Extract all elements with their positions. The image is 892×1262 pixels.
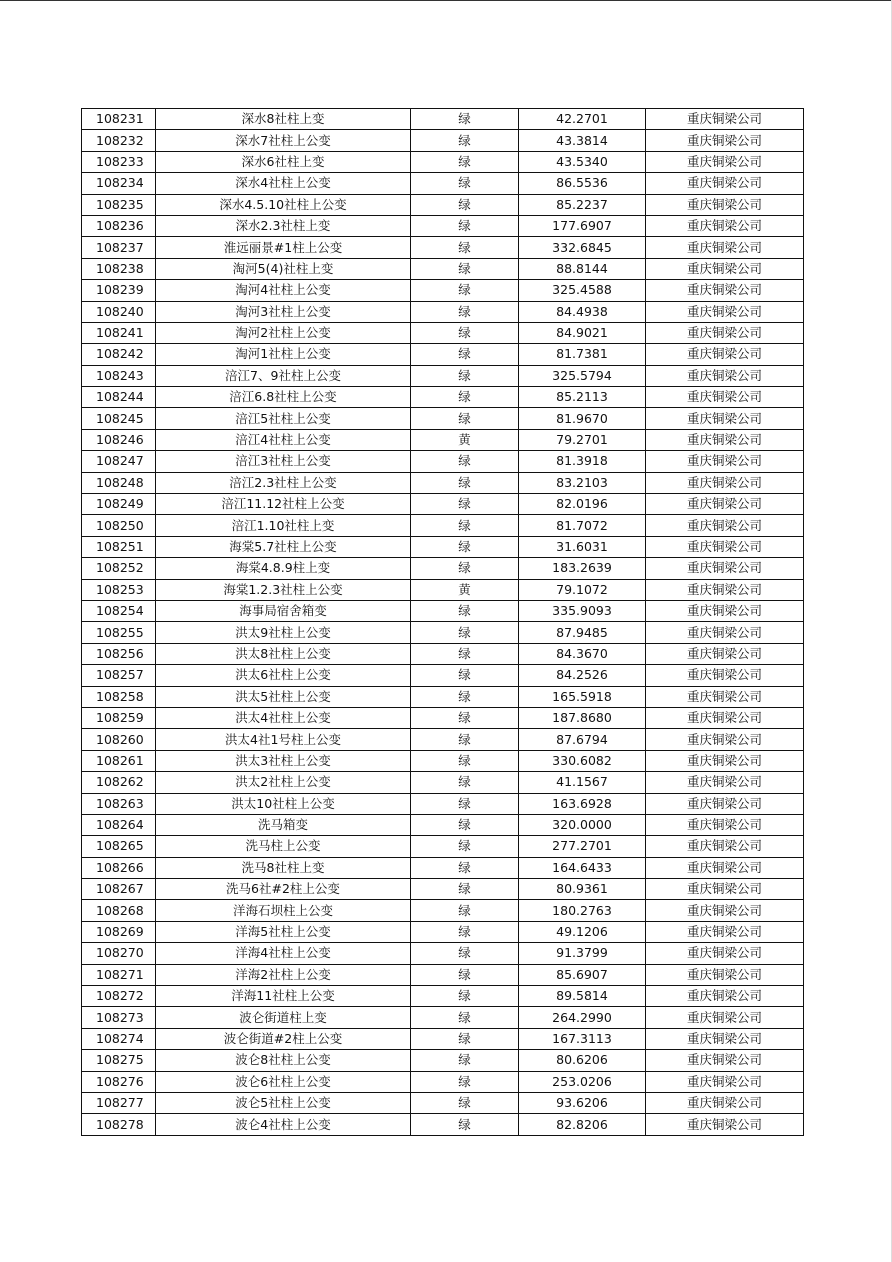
value-cell: 264.2990 [519, 1007, 646, 1028]
row-id-cell: 108249 [82, 494, 156, 515]
table-row [82, 301, 804, 322]
value-cell: 165.5918 [519, 686, 646, 707]
status-color-cell: 绿 [411, 194, 519, 215]
value-cell: 81.9670 [519, 408, 646, 429]
company-cell: 重庆铜梁公司 [646, 1114, 804, 1135]
transformer-name-cell: 洪太5社柱上公变 [156, 686, 411, 707]
status-color-cell: 绿 [411, 365, 519, 386]
row-id-cell: 108233 [82, 151, 156, 172]
company-cell: 重庆铜梁公司 [646, 879, 804, 900]
value-cell: 335.9093 [519, 600, 646, 621]
table-row [82, 879, 804, 900]
company-cell: 重庆铜梁公司 [646, 579, 804, 600]
status-color-cell: 绿 [411, 215, 519, 236]
row-id-cell: 108237 [82, 237, 156, 258]
value-cell: 163.6928 [519, 793, 646, 814]
table-row [82, 173, 804, 194]
row-id-cell: 108243 [82, 365, 156, 386]
status-color-cell: 绿 [411, 964, 519, 985]
transformer-name-cell: 洪太6社柱上公变 [156, 665, 411, 686]
transformer-name-cell: 海棠5.7社柱上公变 [156, 536, 411, 557]
transformer-name-cell: 洪太2社柱上公变 [156, 772, 411, 793]
status-color-cell: 绿 [411, 322, 519, 343]
value-cell: 84.4938 [519, 301, 646, 322]
transformer-name-cell: 深水4.5.10社柱上公变 [156, 194, 411, 215]
transformer-name-cell: 洋海石坝柱上公变 [156, 900, 411, 921]
status-color-cell: 绿 [411, 151, 519, 172]
value-cell: 85.2113 [519, 387, 646, 408]
company-cell: 重庆铜梁公司 [646, 1028, 804, 1049]
status-color-cell: 绿 [411, 472, 519, 493]
table-row [82, 707, 804, 728]
transformer-name-cell: 洋海5社柱上公变 [156, 921, 411, 942]
value-cell: 325.5794 [519, 365, 646, 386]
status-color-cell: 绿 [411, 921, 519, 942]
row-id-cell: 108275 [82, 1050, 156, 1071]
value-cell: 42.2701 [519, 109, 646, 130]
value-cell: 84.2526 [519, 665, 646, 686]
row-id-cell: 108244 [82, 387, 156, 408]
table-row [82, 964, 804, 985]
company-cell: 重庆铜梁公司 [646, 665, 804, 686]
row-id-cell: 108265 [82, 836, 156, 857]
transformer-name-cell: 涪江6.8社柱上公变 [156, 387, 411, 408]
company-cell: 重庆铜梁公司 [646, 943, 804, 964]
company-cell: 重庆铜梁公司 [646, 707, 804, 728]
company-cell: 重庆铜梁公司 [646, 643, 804, 664]
row-id-cell: 108250 [82, 515, 156, 536]
company-cell: 重庆铜梁公司 [646, 429, 804, 450]
table-row [82, 258, 804, 279]
table-row [82, 130, 804, 151]
value-cell: 320.0000 [519, 814, 646, 835]
table-row [82, 772, 804, 793]
value-cell: 81.7072 [519, 515, 646, 536]
transformer-name-cell: 深水8社柱上变 [156, 109, 411, 130]
transformer-name-cell: 洪太10社柱上公变 [156, 793, 411, 814]
row-id-cell: 108262 [82, 772, 156, 793]
transformer-table [81, 108, 804, 1136]
value-cell: 277.2701 [519, 836, 646, 857]
status-color-cell: 绿 [411, 515, 519, 536]
row-id-cell: 108260 [82, 729, 156, 750]
row-id-cell: 108245 [82, 408, 156, 429]
value-cell: 93.6206 [519, 1092, 646, 1113]
status-color-cell: 绿 [411, 344, 519, 365]
row-id-cell: 108238 [82, 258, 156, 279]
table-row [82, 408, 804, 429]
transformer-name-cell: 淘河4社柱上公变 [156, 280, 411, 301]
status-color-cell: 绿 [411, 109, 519, 130]
company-cell: 重庆铜梁公司 [646, 494, 804, 515]
company-cell: 重庆铜梁公司 [646, 109, 804, 130]
table-row [82, 579, 804, 600]
transformer-name-cell: 波仑8社柱上公变 [156, 1050, 411, 1071]
row-id-cell: 108241 [82, 322, 156, 343]
value-cell: 180.2763 [519, 900, 646, 921]
status-color-cell: 绿 [411, 536, 519, 557]
row-id-cell: 108272 [82, 986, 156, 1007]
company-cell: 重庆铜梁公司 [646, 622, 804, 643]
row-id-cell: 108259 [82, 707, 156, 728]
value-cell: 82.0196 [519, 494, 646, 515]
table-row [82, 943, 804, 964]
table-row [82, 750, 804, 771]
row-id-cell: 108236 [82, 215, 156, 236]
row-id-cell: 108251 [82, 536, 156, 557]
row-id-cell: 108242 [82, 344, 156, 365]
table-row [82, 836, 804, 857]
status-color-cell: 绿 [411, 772, 519, 793]
table-row [82, 151, 804, 172]
company-cell: 重庆铜梁公司 [646, 558, 804, 579]
table-row [82, 857, 804, 878]
row-id-cell: 108252 [82, 558, 156, 579]
transformer-name-cell: 洗马8社柱上变 [156, 857, 411, 878]
row-id-cell: 108270 [82, 943, 156, 964]
status-color-cell: 绿 [411, 1114, 519, 1135]
value-cell: 87.9485 [519, 622, 646, 643]
value-cell: 89.5814 [519, 986, 646, 1007]
table-row [82, 665, 804, 686]
company-cell: 重庆铜梁公司 [646, 258, 804, 279]
table-row [82, 729, 804, 750]
row-id-cell: 108267 [82, 879, 156, 900]
transformer-name-cell: 涪江7、9社柱上公变 [156, 365, 411, 386]
transformer-name-cell: 淘河1社柱上公变 [156, 344, 411, 365]
table-row [82, 451, 804, 472]
table-row [82, 429, 804, 450]
row-id-cell: 108269 [82, 921, 156, 942]
company-cell: 重庆铜梁公司 [646, 365, 804, 386]
value-cell: 187.8680 [519, 707, 646, 728]
table-row [82, 1028, 804, 1049]
table-row [82, 365, 804, 386]
company-cell: 重庆铜梁公司 [646, 793, 804, 814]
status-color-cell: 绿 [411, 1050, 519, 1071]
company-cell: 重庆铜梁公司 [646, 750, 804, 771]
row-id-cell: 108268 [82, 900, 156, 921]
status-color-cell: 绿 [411, 130, 519, 151]
value-cell: 81.7381 [519, 344, 646, 365]
company-cell: 重庆铜梁公司 [646, 964, 804, 985]
company-cell: 重庆铜梁公司 [646, 836, 804, 857]
transformer-name-cell: 洪太4社柱上公变 [156, 707, 411, 728]
table-row [82, 600, 804, 621]
value-cell: 43.3814 [519, 130, 646, 151]
row-id-cell: 108261 [82, 750, 156, 771]
table-row [82, 344, 804, 365]
table-row [82, 921, 804, 942]
status-color-cell: 绿 [411, 836, 519, 857]
table-row [82, 536, 804, 557]
status-color-cell: 绿 [411, 301, 519, 322]
table-row [82, 280, 804, 301]
transformer-name-cell: 海事局宿舍箱变 [156, 600, 411, 621]
value-cell: 85.2237 [519, 194, 646, 215]
table-row [82, 986, 804, 1007]
transformer-name-cell: 洪太8社柱上公变 [156, 643, 411, 664]
status-color-cell: 绿 [411, 1092, 519, 1113]
value-cell: 86.5536 [519, 173, 646, 194]
company-cell: 重庆铜梁公司 [646, 686, 804, 707]
row-id-cell: 108274 [82, 1028, 156, 1049]
table-row [82, 793, 804, 814]
transformer-name-cell: 淘河3社柱上公变 [156, 301, 411, 322]
company-cell: 重庆铜梁公司 [646, 729, 804, 750]
value-cell: 85.6907 [519, 964, 646, 985]
status-color-cell: 绿 [411, 622, 519, 643]
transformer-name-cell: 淮远丽景#1柱上公变 [156, 237, 411, 258]
value-cell: 49.1206 [519, 921, 646, 942]
row-id-cell: 108235 [82, 194, 156, 215]
company-cell: 重庆铜梁公司 [646, 536, 804, 557]
company-cell: 重庆铜梁公司 [646, 151, 804, 172]
value-cell: 253.0206 [519, 1071, 646, 1092]
status-color-cell: 绿 [411, 707, 519, 728]
row-id-cell: 108278 [82, 1114, 156, 1135]
table-row [82, 1114, 804, 1135]
company-cell: 重庆铜梁公司 [646, 215, 804, 236]
transformer-name-cell: 深水6社柱上变 [156, 151, 411, 172]
row-id-cell: 108277 [82, 1092, 156, 1113]
transformer-name-cell: 洋海2社柱上公变 [156, 964, 411, 985]
row-id-cell: 108264 [82, 814, 156, 835]
table-row [82, 622, 804, 643]
value-cell: 80.6206 [519, 1050, 646, 1071]
value-cell: 79.1072 [519, 579, 646, 600]
company-cell: 重庆铜梁公司 [646, 900, 804, 921]
company-cell: 重庆铜梁公司 [646, 1092, 804, 1113]
status-color-cell: 绿 [411, 879, 519, 900]
transformer-name-cell: 深水4社柱上公变 [156, 173, 411, 194]
status-color-cell: 绿 [411, 451, 519, 472]
transformer-name-cell: 淘河2社柱上公变 [156, 322, 411, 343]
transformer-name-cell: 洗马柱上公变 [156, 836, 411, 857]
table-row [82, 558, 804, 579]
status-color-cell: 绿 [411, 558, 519, 579]
row-id-cell: 108253 [82, 579, 156, 600]
company-cell: 重庆铜梁公司 [646, 921, 804, 942]
company-cell: 重庆铜梁公司 [646, 194, 804, 215]
transformer-name-cell: 波仑4社柱上公变 [156, 1114, 411, 1135]
row-id-cell: 108263 [82, 793, 156, 814]
value-cell: 79.2701 [519, 429, 646, 450]
row-id-cell: 108258 [82, 686, 156, 707]
transformer-name-cell: 洋海11社柱上公变 [156, 986, 411, 1007]
table-row [82, 322, 804, 343]
company-cell: 重庆铜梁公司 [646, 515, 804, 536]
value-cell: 87.6794 [519, 729, 646, 750]
transformer-name-cell: 海棠1.2.3社柱上公变 [156, 579, 411, 600]
table-row [82, 109, 804, 130]
status-color-cell: 绿 [411, 1028, 519, 1049]
transformer-name-cell: 洪太4社1号柱上公变 [156, 729, 411, 750]
transformer-name-cell: 洪太9社柱上公变 [156, 622, 411, 643]
value-cell: 81.3918 [519, 451, 646, 472]
row-id-cell: 108266 [82, 857, 156, 878]
company-cell: 重庆铜梁公司 [646, 857, 804, 878]
company-cell: 重庆铜梁公司 [646, 322, 804, 343]
company-cell: 重庆铜梁公司 [646, 1050, 804, 1071]
row-id-cell: 108255 [82, 622, 156, 643]
value-cell: 183.2639 [519, 558, 646, 579]
value-cell: 332.6845 [519, 237, 646, 258]
table-row [82, 472, 804, 493]
company-cell: 重庆铜梁公司 [646, 451, 804, 472]
transformer-name-cell: 海棠4.8.9柱上变 [156, 558, 411, 579]
transformer-name-cell: 涪江3社柱上公变 [156, 451, 411, 472]
table-row [82, 237, 804, 258]
status-color-cell: 黄 [411, 429, 519, 450]
transformer-name-cell: 涪江11.12社柱上公变 [156, 494, 411, 515]
value-cell: 84.3670 [519, 643, 646, 664]
table-row [82, 900, 804, 921]
status-color-cell: 绿 [411, 643, 519, 664]
row-id-cell: 108276 [82, 1071, 156, 1092]
transformer-name-cell: 波仑街道#2柱上公变 [156, 1028, 411, 1049]
table-row [82, 387, 804, 408]
value-cell: 84.9021 [519, 322, 646, 343]
value-cell: 330.6082 [519, 750, 646, 771]
table-row [82, 215, 804, 236]
value-cell: 325.4588 [519, 280, 646, 301]
status-color-cell: 绿 [411, 986, 519, 1007]
company-cell: 重庆铜梁公司 [646, 237, 804, 258]
company-cell: 重庆铜梁公司 [646, 986, 804, 1007]
row-id-cell: 108256 [82, 643, 156, 664]
row-id-cell: 108271 [82, 964, 156, 985]
row-id-cell: 108246 [82, 429, 156, 450]
company-cell: 重庆铜梁公司 [646, 280, 804, 301]
table-row [82, 1071, 804, 1092]
company-cell: 重庆铜梁公司 [646, 1071, 804, 1092]
value-cell: 41.1567 [519, 772, 646, 793]
value-cell: 43.5340 [519, 151, 646, 172]
transformer-name-cell: 波仑街道柱上变 [156, 1007, 411, 1028]
company-cell: 重庆铜梁公司 [646, 814, 804, 835]
row-id-cell: 108273 [82, 1007, 156, 1028]
row-id-cell: 108257 [82, 665, 156, 686]
status-color-cell: 绿 [411, 793, 519, 814]
row-id-cell: 108232 [82, 130, 156, 151]
row-id-cell: 108254 [82, 600, 156, 621]
transformer-name-cell: 波仑5社柱上公变 [156, 1092, 411, 1113]
transformer-name-cell: 涪江2.3社柱上公变 [156, 472, 411, 493]
page-top-border [0, 0, 892, 1]
row-id-cell: 108231 [82, 109, 156, 130]
company-cell: 重庆铜梁公司 [646, 344, 804, 365]
table-row [82, 1092, 804, 1113]
value-cell: 80.9361 [519, 879, 646, 900]
row-id-cell: 108248 [82, 472, 156, 493]
table-row [82, 494, 804, 515]
row-id-cell: 108247 [82, 451, 156, 472]
table-row [82, 515, 804, 536]
company-cell: 重庆铜梁公司 [646, 173, 804, 194]
company-cell: 重庆铜梁公司 [646, 130, 804, 151]
status-color-cell: 绿 [411, 814, 519, 835]
value-cell: 164.6433 [519, 857, 646, 878]
status-color-cell: 绿 [411, 750, 519, 771]
table-body [82, 109, 804, 1136]
row-id-cell: 108234 [82, 173, 156, 194]
transformer-name-cell: 涪江5社柱上公变 [156, 408, 411, 429]
value-cell: 83.2103 [519, 472, 646, 493]
status-color-cell: 绿 [411, 900, 519, 921]
status-color-cell: 绿 [411, 686, 519, 707]
row-id-cell: 108239 [82, 280, 156, 301]
status-color-cell: 绿 [411, 258, 519, 279]
table-row [82, 1050, 804, 1071]
transformer-name-cell: 洗马箱变 [156, 814, 411, 835]
company-cell: 重庆铜梁公司 [646, 600, 804, 621]
transformer-name-cell: 淘河5(4)社柱上变 [156, 258, 411, 279]
transformer-name-cell: 深水2.3社柱上变 [156, 215, 411, 236]
table-row [82, 194, 804, 215]
value-cell: 82.8206 [519, 1114, 646, 1135]
table-row [82, 643, 804, 664]
status-color-cell: 绿 [411, 729, 519, 750]
value-cell: 177.6907 [519, 215, 646, 236]
company-cell: 重庆铜梁公司 [646, 1007, 804, 1028]
value-cell: 91.3799 [519, 943, 646, 964]
table-row [82, 1007, 804, 1028]
status-color-cell: 绿 [411, 943, 519, 964]
transformer-name-cell: 深水7社柱上公变 [156, 130, 411, 151]
status-color-cell: 黄 [411, 579, 519, 600]
status-color-cell: 绿 [411, 237, 519, 258]
company-cell: 重庆铜梁公司 [646, 301, 804, 322]
status-color-cell: 绿 [411, 600, 519, 621]
transformer-name-cell: 洗马6社#2柱上公变 [156, 879, 411, 900]
table-row [82, 814, 804, 835]
company-cell: 重庆铜梁公司 [646, 472, 804, 493]
transformer-name-cell: 洋海4社柱上公变 [156, 943, 411, 964]
transformer-name-cell: 涪江1.10社柱上变 [156, 515, 411, 536]
company-cell: 重庆铜梁公司 [646, 408, 804, 429]
value-cell: 167.3113 [519, 1028, 646, 1049]
company-cell: 重庆铜梁公司 [646, 387, 804, 408]
status-color-cell: 绿 [411, 665, 519, 686]
status-color-cell: 绿 [411, 1007, 519, 1028]
company-cell: 重庆铜梁公司 [646, 772, 804, 793]
table-row [82, 686, 804, 707]
status-color-cell: 绿 [411, 857, 519, 878]
row-id-cell: 108240 [82, 301, 156, 322]
status-color-cell: 绿 [411, 494, 519, 515]
status-color-cell: 绿 [411, 280, 519, 301]
transformer-name-cell: 洪太3社柱上公变 [156, 750, 411, 771]
value-cell: 31.6031 [519, 536, 646, 557]
status-color-cell: 绿 [411, 387, 519, 408]
transformer-name-cell: 涪江4社柱上公变 [156, 429, 411, 450]
transformer-name-cell: 波仑6社柱上公变 [156, 1071, 411, 1092]
status-color-cell: 绿 [411, 408, 519, 429]
status-color-cell: 绿 [411, 1071, 519, 1092]
value-cell: 88.8144 [519, 258, 646, 279]
status-color-cell: 绿 [411, 173, 519, 194]
